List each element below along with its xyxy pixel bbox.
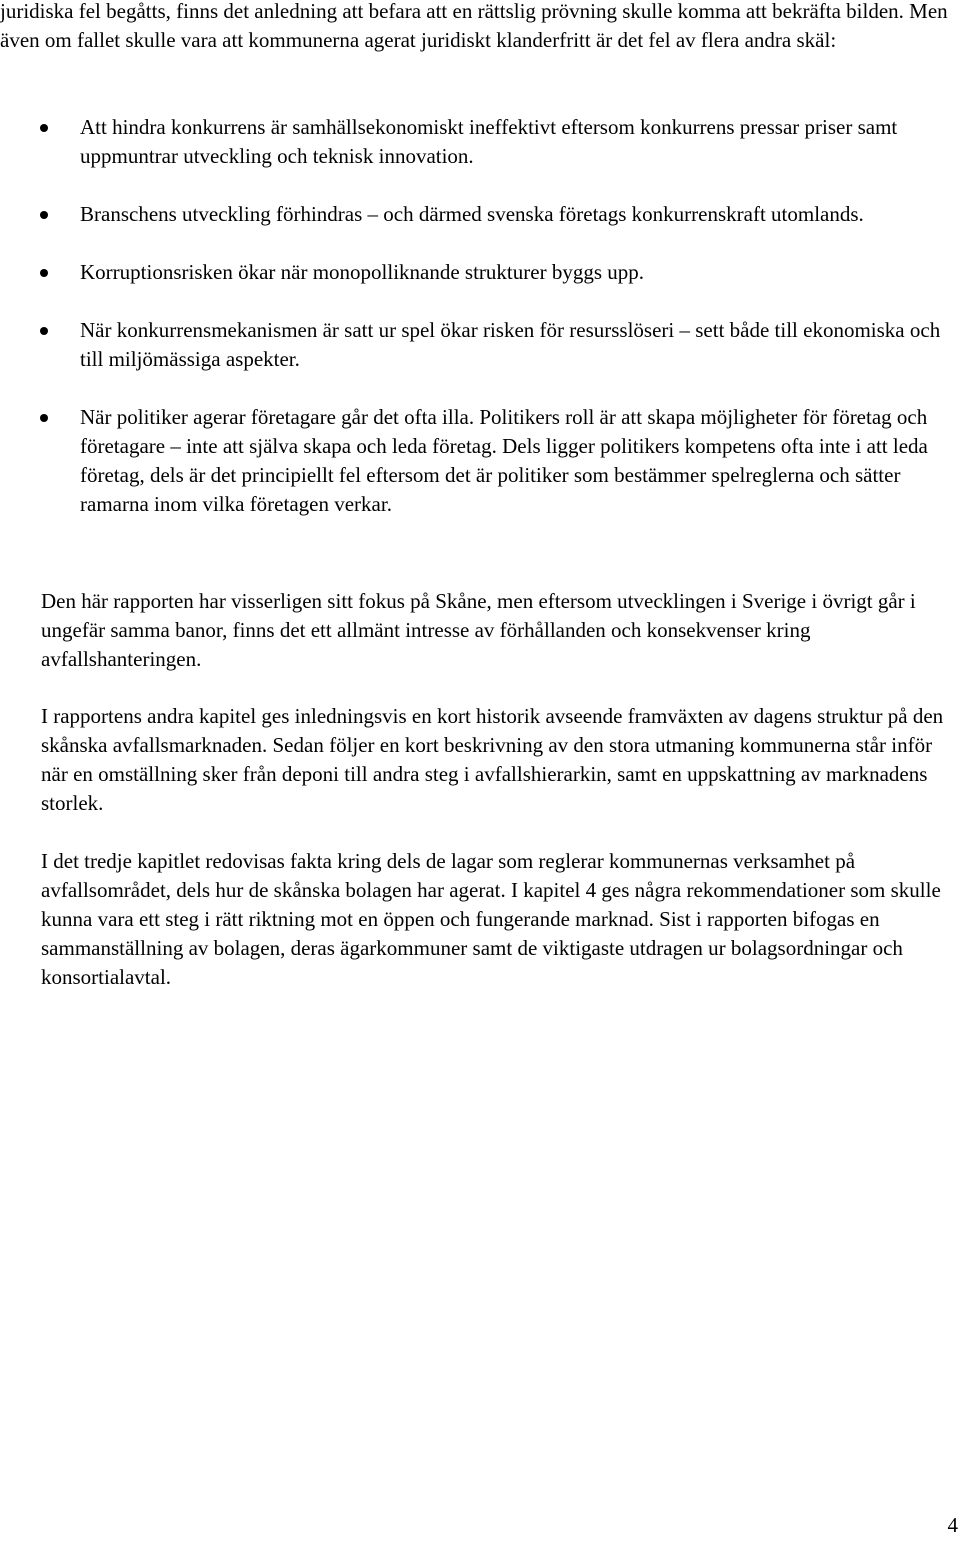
- body-paragraph: I det tredje kapitlet redovisas fakta kring dels de lagar som reglerar kommunernas verksamhet på avfallsområdet, dels hur de skånska bolagen har agerat. I kapitel 4 ges några rekommendationer som skulle kunna vara ett steg i rätt riktning mot en öppen och fungerande marknad. Sist i rapporten bifogas en sammanställning av bolagen, deras ägarkommuner samt de viktigaste utdragen ur bolagsordningar och konsortialavtal.: [41, 849, 941, 989]
- page-number: 4: [947, 1513, 958, 1537]
- bullet-icon: [40, 124, 48, 132]
- bullet-text: När politiker agerar företagare går det ofta illa. Politikers roll är att skapa möjligheter för företag och företagare – inte att själva skapa och leda företag. Dels ligger politikers kompetens ofta inte i att leda företag, dels är det principiellt fel eftersom det är politiker som bestämmer spelreglerna och sätter ramarna inom vilka företagen verkar.: [80, 405, 928, 516]
- body-paragraph: I rapportens andra kapitel ges inledningsvis en kort historik avseende framväxten av dagens struktur på den skånska avfallsmarknaden. Sedan följer en kort beskrivning av den stora utmaning kommunerna står inför när en omställning sker från deponi till andra steg i avfallshierarkin, samt en uppskattning av marknadens storlek.: [41, 704, 944, 815]
- bullet-item: [0, 113, 955, 171]
- bullet-text: Korruptionsrisken ökar när monopolliknande strukturer byggs upp.: [80, 260, 644, 284]
- bullet-icon: [40, 269, 48, 277]
- bullet-text: Branschens utveckling förhindras – och därmed svenska företags konkurrenskraft utomlands.: [80, 202, 864, 226]
- bullet-icon: [40, 211, 48, 219]
- bullet-text: Att hindra konkurrens är samhällsekonomiskt ineffektivt eftersom konkurrens pressar priser samt uppmuntrar utveckling och teknisk innovation.: [80, 115, 898, 168]
- bullet-list: [0, 113, 955, 548]
- bullet-icon: [40, 327, 48, 335]
- bullet-item: [0, 403, 955, 519]
- bullet-text: När konkurrensmekanismen är satt ur spel ökar risken för resursslöseri – sett både till ekonomiska och till miljömässiga aspekter.: [80, 318, 941, 371]
- bullet-item: [0, 258, 955, 287]
- bullet-icon: [40, 414, 48, 422]
- intro-paragraph: juridiska fel begåtts, finns det anledning att befara att en rättslig prövning skulle komma att bekräfta bilden. Men även om fallet skulle vara att kommunerna agerat juridiskt klanderfritt är det fel av flera andra skäl:: [0, 0, 948, 52]
- bullet-item: [0, 200, 955, 229]
- bullet-item: [0, 316, 955, 374]
- body-paragraph: Den här rapporten har visserligen sitt fokus på Skåne, men eftersom utvecklingen i Sverige i övrigt går i ungefär samma banor, finns det ett allmänt intresse av förhållanden och konsekvenser kring avfallshanteringen.: [41, 589, 916, 671]
